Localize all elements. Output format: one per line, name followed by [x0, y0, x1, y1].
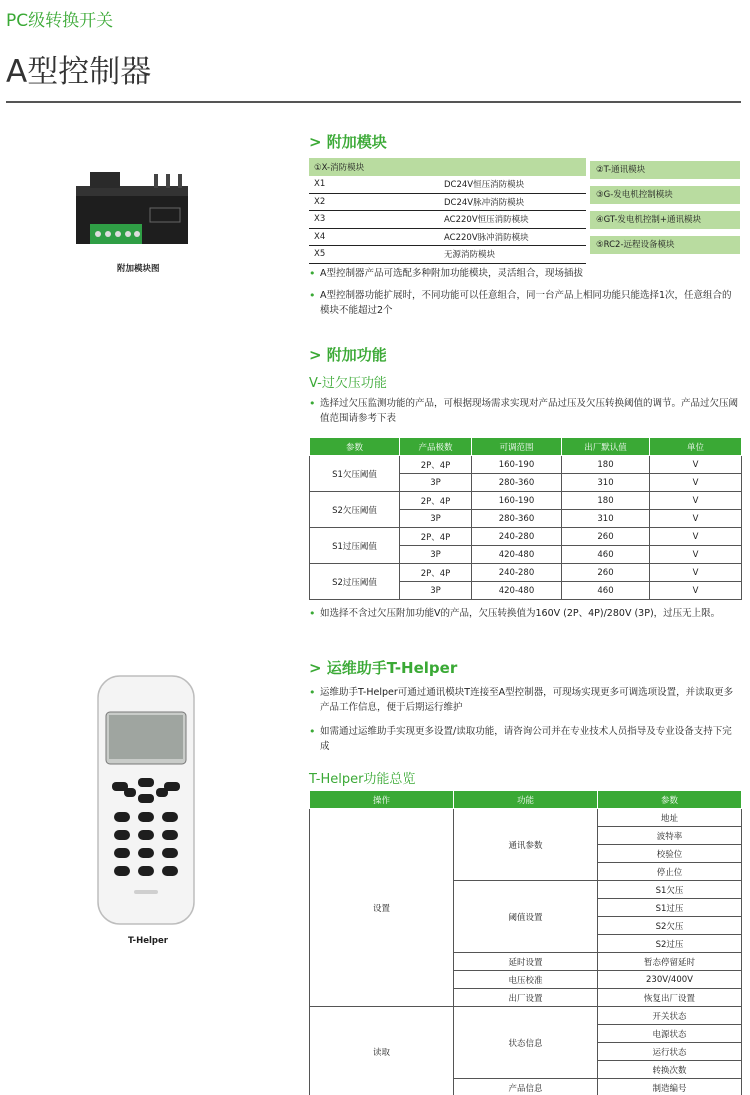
- module-side-item: ④GT-发电机控制+通讯模块: [590, 211, 740, 229]
- table-row: S2过压阈值 2P、4P 240-280 260 V: [310, 564, 742, 582]
- table-row: 转换次数: [310, 1061, 742, 1079]
- col-header: 操作: [310, 791, 454, 809]
- module-bullet: • A型控制器产品可选配多种附加功能模块，灵活组合，现场插拔: [309, 267, 583, 280]
- op-read: 读取: [310, 1007, 454, 1095]
- table-row: X4 AC220V脉冲消防模块: [309, 228, 586, 246]
- module-table: [309, 158, 586, 264]
- helper-bullet: • 运维助手T-Helper可通过通讯模块T连接至A型控制器，可现场实现更多可调选项设置，并读取更多产品工作信息，便于后期运行维护: [309, 686, 734, 713]
- table-row: S1过压: [310, 899, 742, 917]
- table-row: 电压校准 230V/400V: [310, 971, 742, 989]
- table-row: 3P 420-480 460 V: [310, 582, 742, 600]
- module-image-caption: 附加模块图: [117, 264, 160, 274]
- col-header: 可调范围: [472, 438, 562, 456]
- module-bullet: • A型控制器功能扩展时，不同功能可以任意组合，同一台产品上相同功能只能选择1次，任意组合的模块不能超过2个: [309, 289, 732, 316]
- function-heading: > 附加功能: [309, 346, 387, 364]
- module-group-label: ①X-消防模块: [309, 158, 586, 176]
- table-row: S2欠压阈值 2P、4P 160-190 180 V: [310, 492, 742, 510]
- table-row: 延时设置 暂态停留延时: [310, 953, 742, 971]
- col-header: 单位: [650, 438, 742, 456]
- table-row: 运行状态: [310, 1043, 742, 1061]
- module-image: [66, 168, 196, 254]
- table-row: S1过压阈值 2P、4P 240-280 260 V: [310, 528, 742, 546]
- t-helper-function-table: [309, 790, 742, 1095]
- table-row: 3P 280-360 310 V: [310, 474, 742, 492]
- table-row: S1欠压阈值 2P、4P 160-190 180 V: [310, 456, 742, 474]
- function-bullet: • 选择过欠压监测功能的产品，可根据现场需求实现对产品过压及欠压转换阈值的调节。产品过欠压阈值范围请参考下表: [309, 397, 739, 424]
- table-row: 3P 280-360 310 V: [310, 510, 742, 528]
- category-label: PC级转换开关: [6, 11, 114, 31]
- voltage-table: [309, 437, 742, 600]
- table-row: 产品信息 制造编号: [310, 1079, 742, 1095]
- helper-heading: > 运维助手T-Helper: [309, 659, 458, 677]
- module-side-item: ②T-通讯模块: [590, 161, 740, 179]
- table-row: X2 DC24V脉冲消防模块: [309, 193, 586, 211]
- table-row: 停止位: [310, 863, 742, 881]
- module-side-item: ⑤RC2-远程设备模块: [590, 236, 740, 254]
- table-row: 电源状态: [310, 1025, 742, 1043]
- module-side-item: ③G-发电机控制模块: [590, 186, 740, 204]
- table-row: 校验位: [310, 845, 742, 863]
- table-row: 阈值设置 S1欠压: [310, 881, 742, 899]
- header-divider: [6, 101, 741, 103]
- table-row: X3 AC220V恒压消防模块: [309, 211, 586, 229]
- table-row: S2欠压: [310, 917, 742, 935]
- col-header: 功能: [454, 791, 598, 809]
- table-row: 3P 420-480 460 V: [310, 546, 742, 564]
- table-row: 波特率: [310, 827, 742, 845]
- table-row: 出厂设置 恢复出厂设置: [310, 989, 742, 1007]
- function-note: • 如选择不含过欠压附加功能V的产品，欠压转换值为160V (2P、4P)/280V (3P)，过压无上限。: [309, 607, 721, 620]
- function-subheading: V-过欠压功能: [309, 376, 387, 391]
- module-heading: > 附加模块: [309, 133, 387, 151]
- t-helper-caption: T-Helper: [128, 936, 168, 946]
- table-row: S2过压: [310, 935, 742, 953]
- helper-subheading: T-Helper功能总览: [309, 772, 416, 787]
- table-row: X5 无源消防模块: [309, 246, 586, 264]
- col-header: 参数: [598, 791, 742, 809]
- col-header: 产品极数: [400, 438, 472, 456]
- t-helper-device-image: [94, 672, 198, 928]
- table-row: X1 DC24V恒压消防模块: [309, 176, 586, 194]
- page-title: A型控制器: [6, 54, 152, 90]
- table-row: 设置 通讯参数 地址: [310, 809, 742, 827]
- col-header: 出厂默认值: [562, 438, 650, 456]
- col-header: 参数: [310, 438, 400, 456]
- op-set: 设置: [310, 809, 454, 1007]
- table-row: 读取 状态信息 开关状态: [310, 1007, 742, 1025]
- helper-bullet: • 如需通过运维助手实现更多设置/读取功能，请咨询公司并在专业技术人员指导及专业设备支持下完成: [309, 725, 732, 752]
